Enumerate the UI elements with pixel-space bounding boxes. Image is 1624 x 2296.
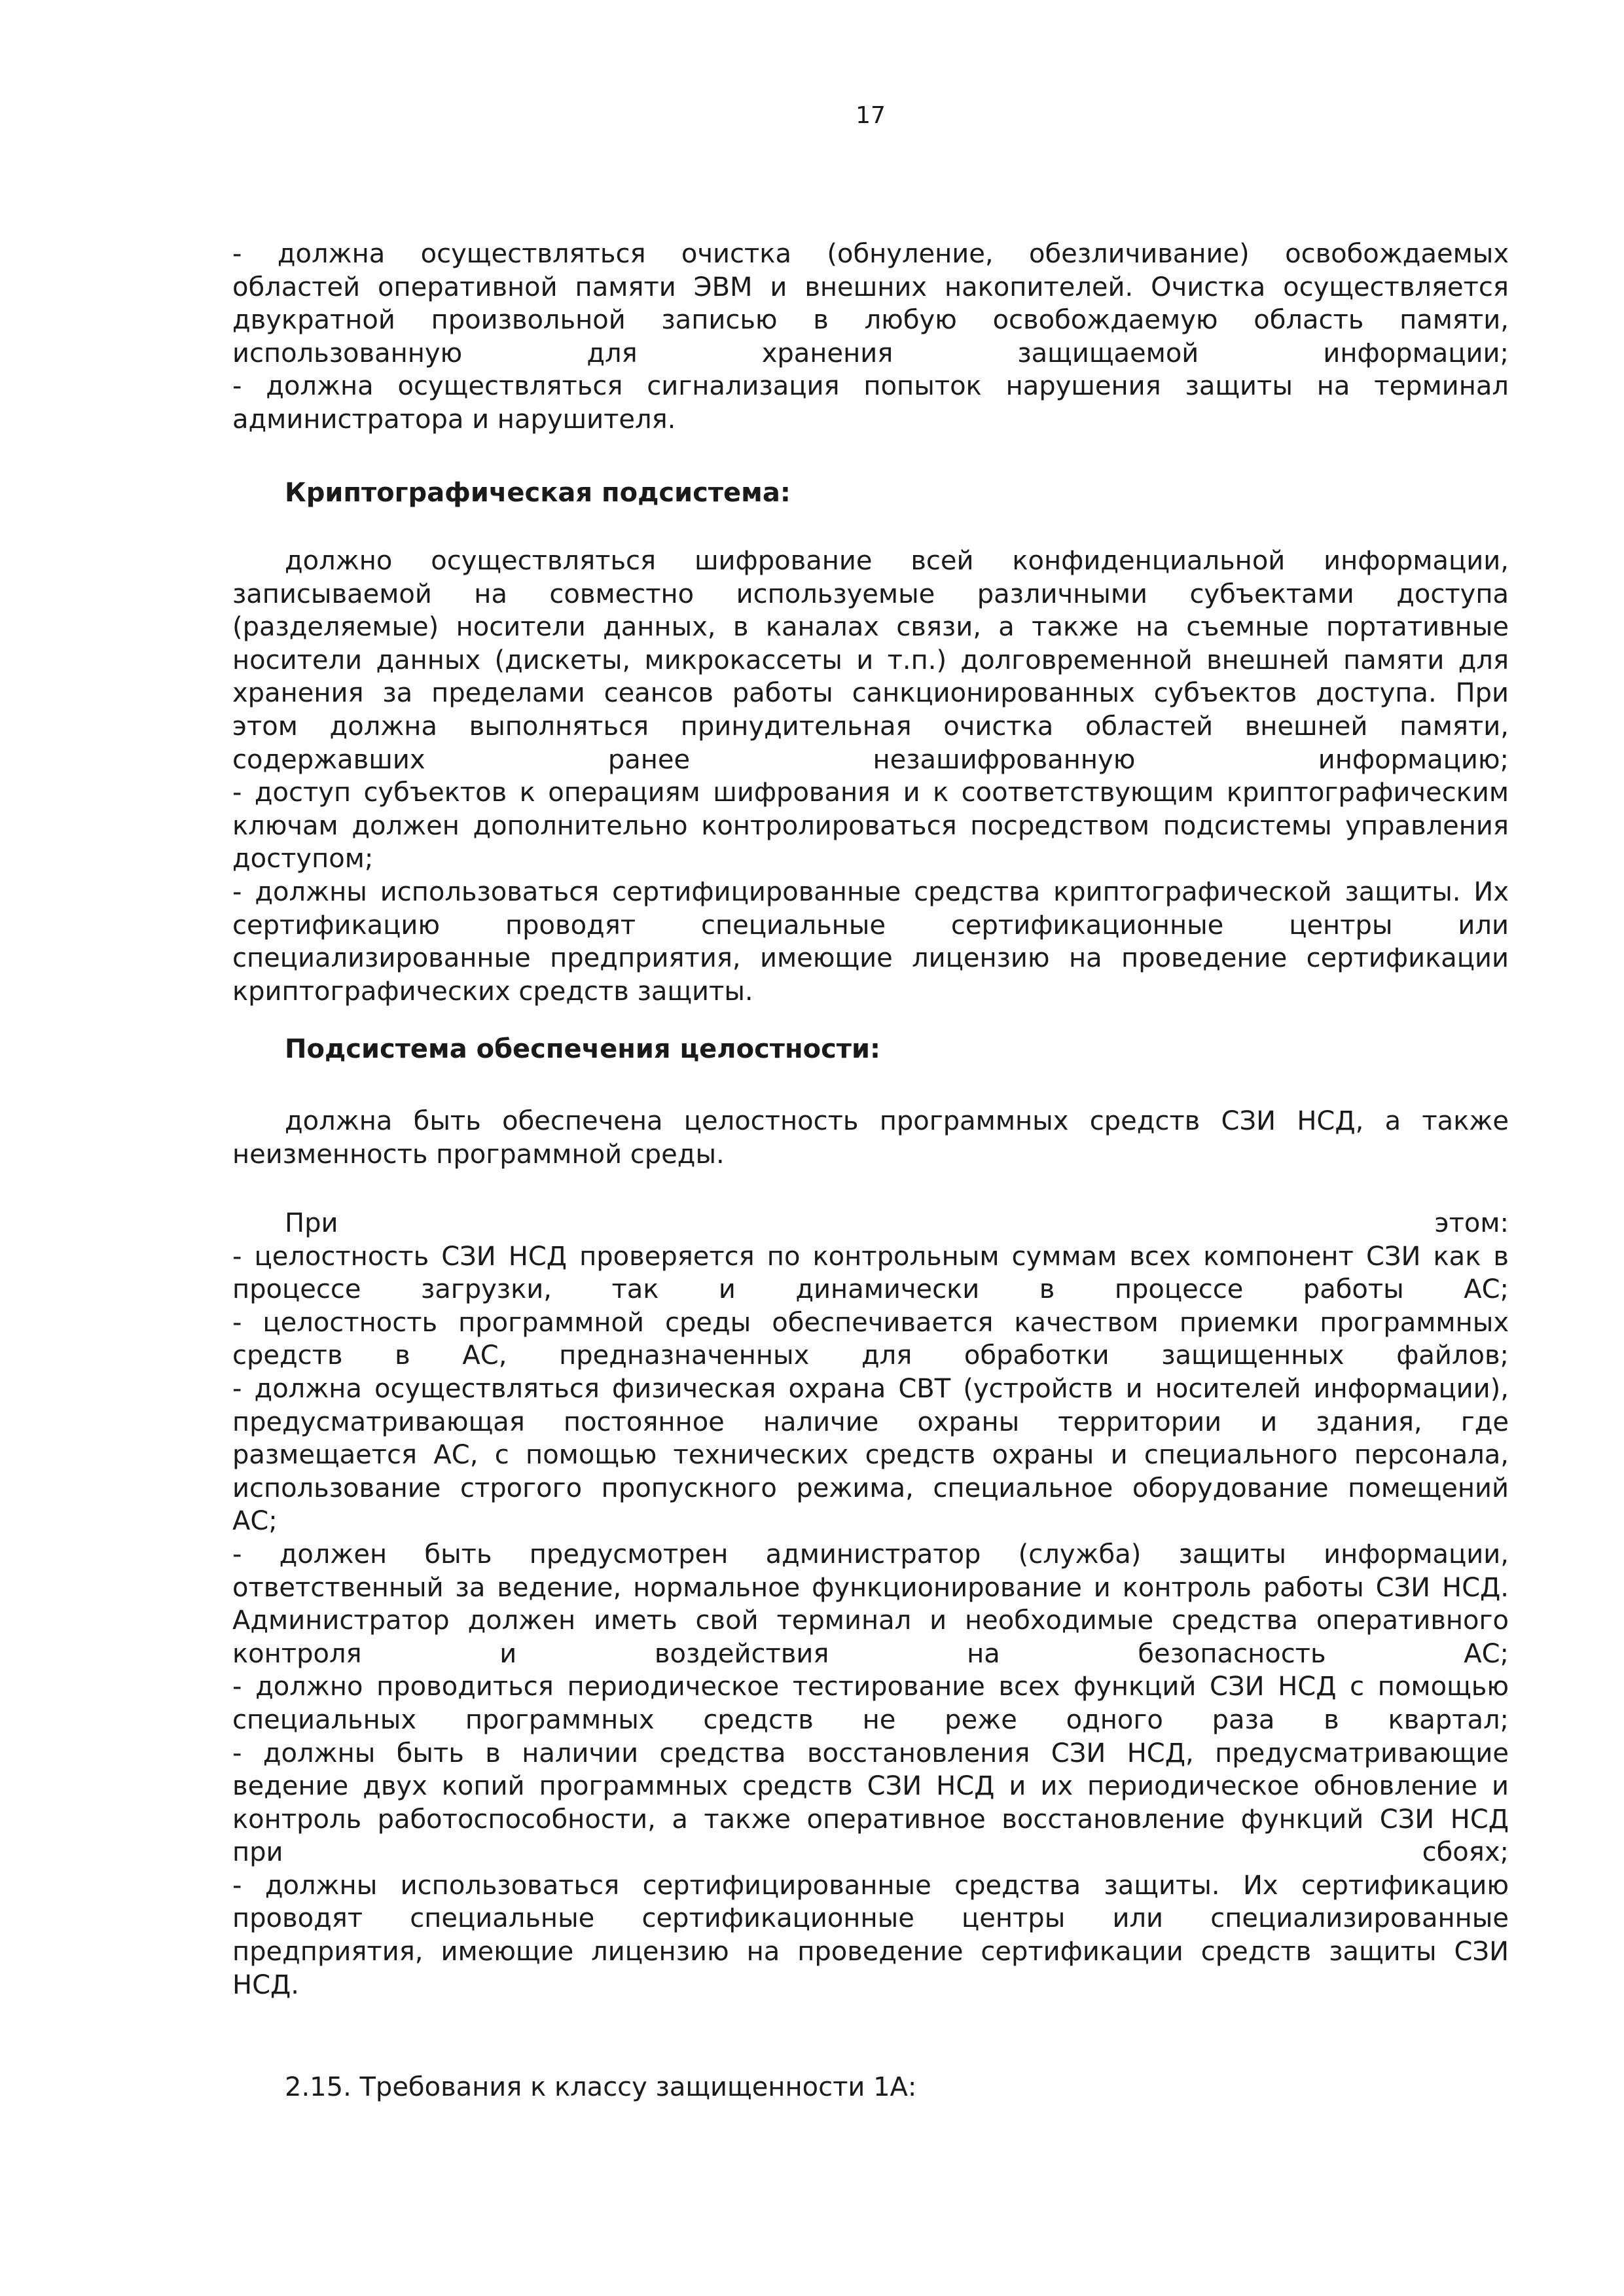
text-line: - должно проводиться периодическое тестирование всех функций СЗИ НСД с помощью (232, 1672, 1509, 1702)
text-line: предусматривающая постоянное наличие охраны территории и здания, где (232, 1407, 1509, 1437)
text-line: - целостность программной среды обеспечивается качеством приемки программных (232, 1307, 1509, 1338)
text-line: - должна осуществляться очистка (обнуление, обезличивание) освобождаемых (232, 239, 1509, 269)
text-line: администратора и нарушителя. (232, 404, 676, 435)
page-number: 17 (856, 102, 886, 129)
section-title-1a: 2.15. Требования к классу защищенности 1А: (285, 2072, 917, 2102)
text-line: НСД. (232, 1969, 299, 2000)
text-line: - должны использоваться сертифицированные средства защиты. Их сертификацию (232, 1870, 1509, 1901)
text-line: содержавших ранее незашифрованную информацию; (232, 744, 1509, 775)
text-line: предприятия, имеющие лицензию на проведение сертификации средств защиты СЗИ (232, 1937, 1509, 1967)
text-line: областей оперативной памяти ЭВМ и внешних накопителей. Очистка осуществляется (232, 272, 1509, 302)
text-line: Администратор должен иметь свой терминал и необходимые средства оперативного (232, 1605, 1509, 1636)
text-line: (разделяемые) носители данных, в каналах связи, а также на съемные портативные (232, 612, 1509, 643)
text-line: ведение двух копий программных средств СЗИ НСД и их периодическое обновление и (232, 1771, 1509, 1802)
text-line: специализированные предприятия, имеющие лицензию на проведение сертификации (232, 943, 1509, 974)
text-block-crypto (232, 545, 1509, 1008)
text-line: использованную для хранения защищаемой информации; (232, 338, 1509, 368)
text-line: носители данных (дискеты, микрокассеты и т.п.) долговременной внешней памяти для (232, 645, 1509, 675)
text-block-cleanup (232, 238, 1509, 437)
text-line: сертификацию проводят специальные сертификационные центры или (232, 910, 1509, 941)
text-line: - должна осуществляться физическая охрана СВТ (устройств и носителей информации), (232, 1373, 1509, 1404)
text-line: процессе загрузки, так и динамически в процессе работы АС; (232, 1274, 1509, 1305)
text-line: специальных программных средств не реже одного раза в квартал; (232, 1704, 1509, 1735)
text-line: При этом: (285, 1208, 1509, 1238)
text-line: размещается АС, с помощью технических средств охраны и специального персонала, (232, 1440, 1509, 1471)
text-line: должно осуществляться шифрование всей конфиденциальной информации, (285, 546, 1509, 576)
text-line: при сбоях; (232, 1837, 1509, 1868)
text-line: контроль работоспособности, а также оперативное восстановление функций СЗИ НСД (232, 1804, 1509, 1835)
text-line: использование строгого пропускного режима, специальное оборудование помещений (232, 1473, 1509, 1503)
text-block-integrity (232, 1105, 1509, 1171)
text-line: криптографических средств защиты. (232, 976, 753, 1007)
text-line: - должны использоваться сертифицированные средства криптографической защиты. Их (232, 876, 1509, 907)
text-line: неизменность программной среды. (232, 1139, 725, 1170)
heading-integrity-subsystem: Подсистема обеспечения целостности: (285, 1034, 880, 1064)
text-line: двукратной произвольной записью в любую освобождаемую область памяти, (232, 305, 1509, 336)
text-line: записываемой на совместно используемые различными субъектами доступа (232, 579, 1509, 609)
text-line: ключам должен дополнительно контролироваться посредством подсистемы управления (232, 810, 1509, 841)
text-line: проводят специальные сертификационные центры или специализированные (232, 1903, 1509, 1934)
text-line: - должен быть предусмотрен администратор (служба) защиты информации, (232, 1539, 1509, 1570)
text-line: ответственный за ведение, нормальное функционирование и контроль работы СЗИ НСД. (232, 1572, 1509, 1603)
text-line: должна быть обеспечена целостность программных средств СЗИ НСД, а также (285, 1106, 1509, 1136)
text-line: контроля и воздействия на безопасность АС; (232, 1638, 1509, 1669)
text-line: средств в АС, предназначенных для обработки защищенных файлов; (232, 1340, 1509, 1371)
text-line: АС; (232, 1506, 278, 1537)
text-line: хранения за пределами сеансов работы санкционированных субъектов доступа. При (232, 678, 1509, 709)
text-line: - целостность СЗИ НСД проверяется по контрольным суммам всех компонент СЗИ как в (232, 1241, 1509, 1272)
text-line: доступом; (232, 844, 374, 874)
heading-crypto-subsystem: Криптографическая подсистема: (285, 478, 791, 508)
text-block-integrity-details (232, 1207, 1509, 2001)
text-line: - должны быть в наличии средства восстановления СЗИ НСД, предусматривающие (232, 1738, 1509, 1768)
text-line: - должна осуществляться сигнализация попыток нарушения защиты на терминал (232, 371, 1509, 402)
text-line: - доступ субъектов к операциям шифрования и к соответствующим криптографическим (232, 778, 1509, 808)
text-line: этом должна выполняться принудительная очистка областей внешней памяти, (232, 711, 1509, 742)
